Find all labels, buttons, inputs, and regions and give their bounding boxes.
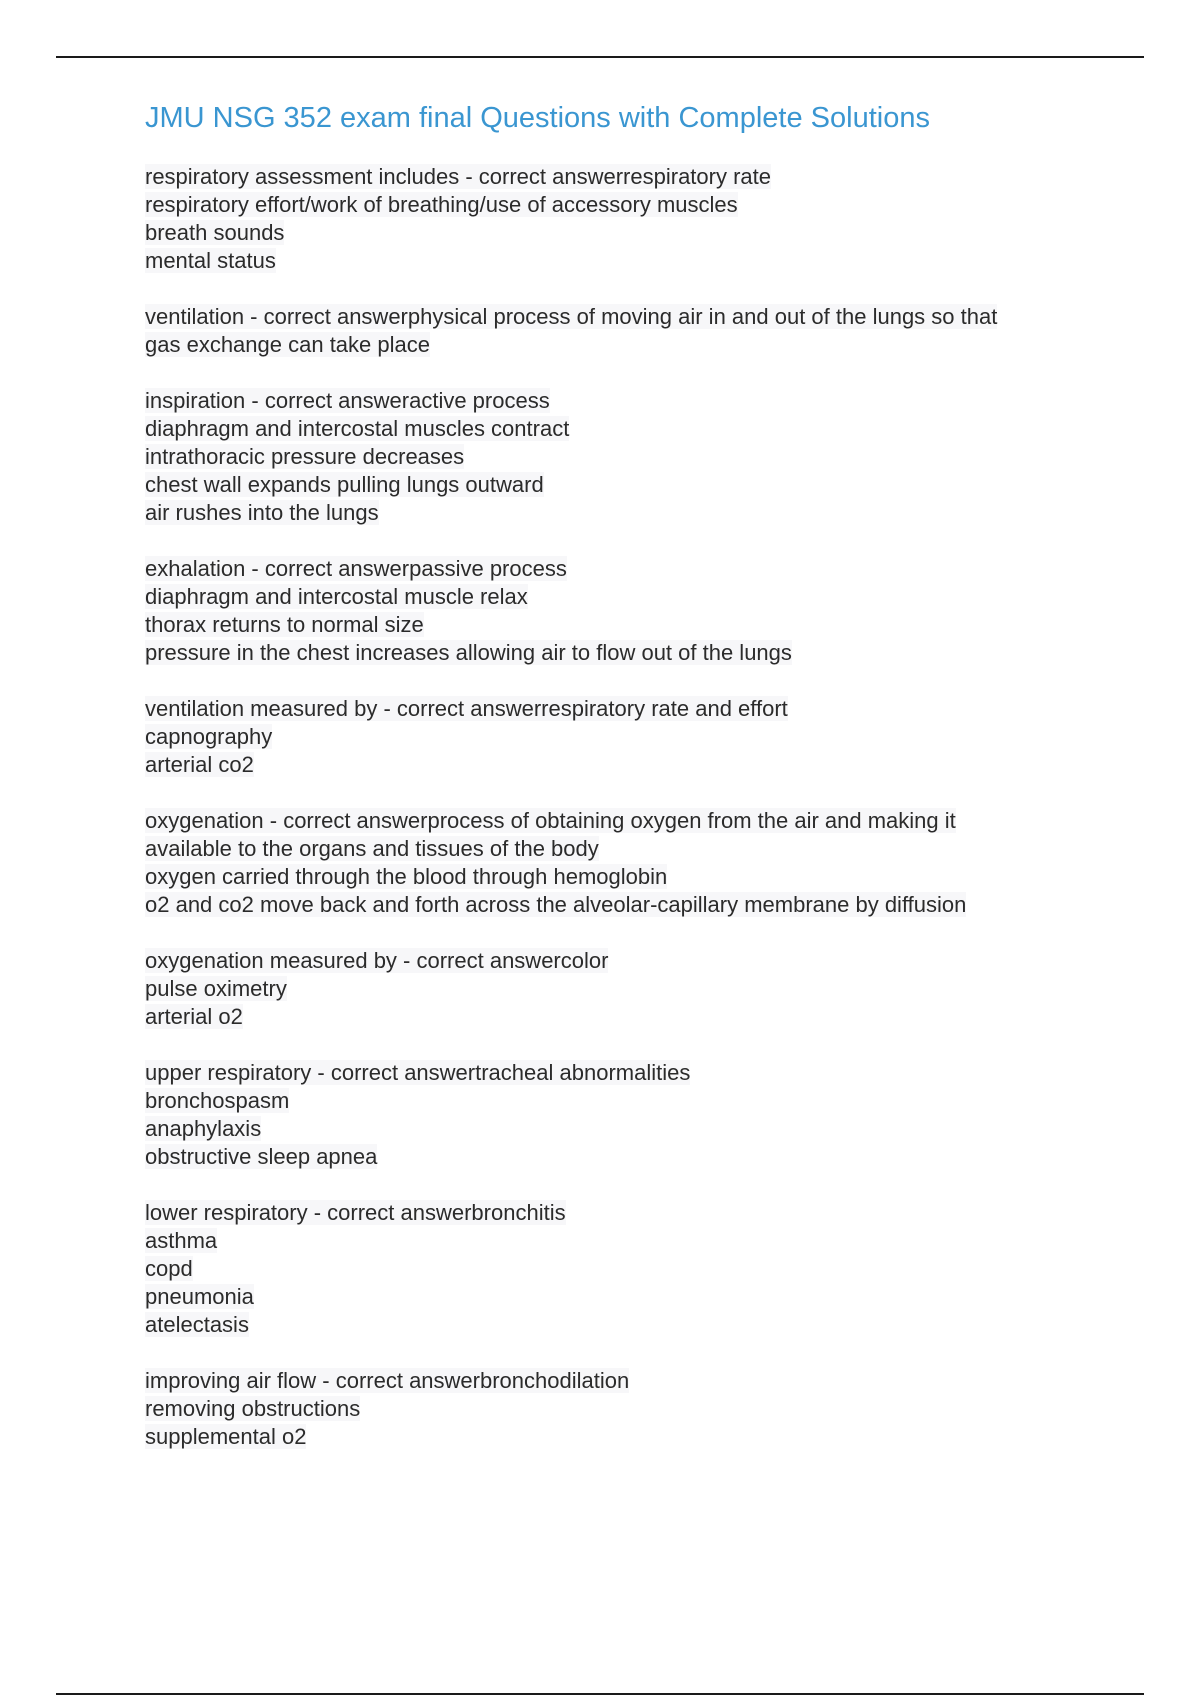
qa-answer-line bbox=[145, 331, 1090, 359]
qa-answer-line bbox=[145, 1087, 1090, 1115]
qa-question-line bbox=[145, 807, 1090, 835]
qa-line-text: pressure in the chest increases allowing air to flow out of the lungs bbox=[145, 640, 792, 665]
qa-answer-line bbox=[145, 639, 1090, 667]
qa-answer-line bbox=[145, 975, 1090, 1003]
qa-line-text: oxygen carried through the blood through hemoglobin bbox=[145, 864, 668, 889]
document-title: JMU NSG 352 exam final Questions with Complete Solutions bbox=[145, 102, 930, 134]
qa-line-text: asthma bbox=[145, 1228, 218, 1253]
qa-line-text: chest wall expands pulling lungs outward bbox=[145, 472, 544, 497]
qa-answer-line bbox=[145, 1255, 1090, 1283]
qa-entry bbox=[145, 1199, 1090, 1339]
qa-line-text: inspiration - correct answeractive process bbox=[145, 388, 550, 413]
qa-question-line bbox=[145, 387, 1090, 415]
qa-line-text: pneumonia bbox=[145, 1284, 254, 1309]
qa-line-text: diaphragm and intercostal muscle relax bbox=[145, 584, 528, 609]
qa-line-text: respiratory assessment includes - correct answerrespiratory rate bbox=[145, 164, 772, 189]
qa-line-text: air rushes into the lungs bbox=[145, 500, 379, 525]
qa-line-text: available to the organs and tissues of the body bbox=[145, 836, 599, 861]
qa-answer-line bbox=[145, 1395, 1090, 1423]
qa-question-line bbox=[145, 303, 1090, 331]
qa-line-text: atelectasis bbox=[145, 1312, 249, 1337]
qa-line-text: breath sounds bbox=[145, 220, 285, 245]
qa-line-text: respiratory effort/work of breathing/use of accessory muscles bbox=[145, 192, 738, 217]
qa-line-text: supplemental o2 bbox=[145, 1424, 307, 1449]
qa-entry bbox=[145, 1059, 1090, 1171]
qa-question-line bbox=[145, 555, 1090, 583]
qa-answer-line bbox=[145, 1423, 1090, 1451]
qa-answer-line bbox=[145, 219, 1090, 247]
qa-line-text: arterial o2 bbox=[145, 1004, 243, 1029]
qa-line-text: diaphragm and intercostal muscles contract bbox=[145, 416, 570, 441]
qa-entry bbox=[145, 303, 1090, 359]
qa-answer-line bbox=[145, 1283, 1090, 1311]
qa-entry bbox=[145, 1367, 1090, 1451]
qa-answer-line bbox=[145, 443, 1090, 471]
qa-answer-line bbox=[145, 723, 1090, 751]
qa-answer-line bbox=[145, 471, 1090, 499]
qa-line-text: exhalation - correct answerpassive process bbox=[145, 556, 567, 581]
qa-list bbox=[145, 163, 1090, 1451]
qa-line-text: arterial co2 bbox=[145, 752, 254, 777]
qa-line-text: copd bbox=[145, 1256, 193, 1281]
qa-line-text: oxygenation measured by - correct answercolor bbox=[145, 948, 609, 973]
qa-answer-line bbox=[145, 1227, 1090, 1255]
top-rule bbox=[56, 56, 1144, 58]
bottom-rule bbox=[56, 1693, 1144, 1695]
qa-line-text: anaphylaxis bbox=[145, 1116, 262, 1141]
qa-line-text: upper respiratory - correct answertracheal abnormalities bbox=[145, 1060, 691, 1085]
qa-line-text: improving air flow - correct answerbronchodilation bbox=[145, 1368, 630, 1393]
qa-answer-line bbox=[145, 835, 1090, 863]
qa-line-text: pulse oximetry bbox=[145, 976, 287, 1001]
qa-answer-line bbox=[145, 1115, 1090, 1143]
qa-answer-line bbox=[145, 247, 1090, 275]
qa-line-text: bronchospasm bbox=[145, 1088, 290, 1113]
qa-entry bbox=[145, 163, 1090, 275]
qa-answer-line bbox=[145, 751, 1090, 779]
qa-answer-line bbox=[145, 415, 1090, 443]
qa-line-text: intrathoracic pressure decreases bbox=[145, 444, 465, 469]
qa-entry bbox=[145, 947, 1090, 1031]
qa-answer-line bbox=[145, 1003, 1090, 1031]
qa-line-text: ventilation measured by - correct answerrespiratory rate and effort bbox=[145, 696, 788, 721]
qa-answer-line bbox=[145, 1143, 1090, 1171]
qa-entry bbox=[145, 695, 1090, 779]
qa-line-text: obstructive sleep apnea bbox=[145, 1144, 378, 1169]
qa-answer-line bbox=[145, 611, 1090, 639]
qa-line-text: gas exchange can take place bbox=[145, 332, 430, 357]
qa-line-text: capnography bbox=[145, 724, 273, 749]
qa-answer-line bbox=[145, 499, 1090, 527]
qa-question-line bbox=[145, 1199, 1090, 1227]
qa-line-text: lower respiratory - correct answerbronchitis bbox=[145, 1200, 566, 1225]
qa-answer-line bbox=[145, 191, 1090, 219]
qa-question-line bbox=[145, 947, 1090, 975]
qa-line-text: thorax returns to normal size bbox=[145, 612, 424, 637]
qa-answer-line bbox=[145, 1311, 1090, 1339]
qa-answer-line bbox=[145, 863, 1090, 891]
qa-question-line bbox=[145, 163, 1090, 191]
qa-question-line bbox=[145, 1059, 1090, 1087]
qa-line-text: o2 and co2 move back and forth across the alveolar-capillary membrane by diffusion bbox=[145, 892, 967, 917]
qa-entry bbox=[145, 807, 1090, 919]
qa-entry bbox=[145, 387, 1090, 527]
qa-line-text: oxygenation - correct answerprocess of obtaining oxygen from the air and making it bbox=[145, 808, 956, 833]
qa-answer-line bbox=[145, 583, 1090, 611]
document-body bbox=[145, 96, 1090, 1479]
qa-line-text: ventilation - correct answerphysical process of moving air in and out of the lungs so that bbox=[145, 304, 998, 329]
qa-line-text: mental status bbox=[145, 248, 276, 273]
qa-answer-line bbox=[145, 891, 1090, 919]
qa-question-line bbox=[145, 1367, 1090, 1395]
qa-question-line bbox=[145, 695, 1090, 723]
qa-entry bbox=[145, 555, 1090, 667]
qa-line-text: removing obstructions bbox=[145, 1396, 361, 1421]
